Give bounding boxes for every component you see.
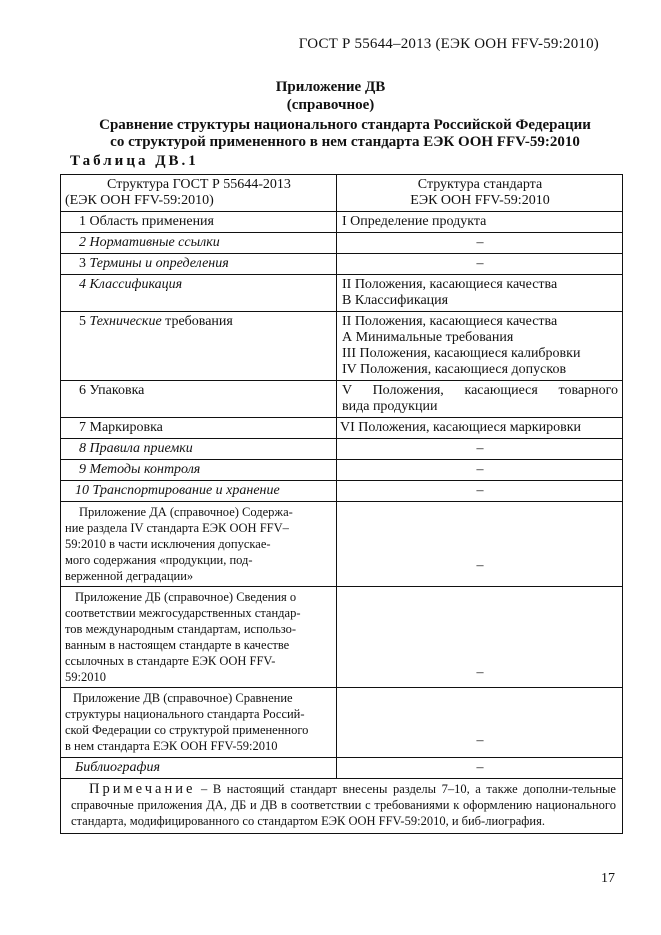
row-left-cell <box>61 254 337 275</box>
row-left-line: в нем стандарта ЕЭК ООН FFV-59:2010 <box>65 739 278 753</box>
page-number: 17 <box>601 871 615 886</box>
table-row <box>61 587 623 688</box>
row-left-cell <box>61 460 337 481</box>
row-left-line: Приложение ДВ (справочное) Сравнение <box>73 691 293 705</box>
row-right-line: IV Положения, касающиеся допусков <box>342 362 567 377</box>
row-left-line: тов международным стандартам, использо- <box>65 622 297 636</box>
note-text: – В настоящий стандарт внесены разделы 7–10, а также дополни-тельные справочные приложения ДА, ДБ и ДВ в соответствии с требованиями к оформлению национального стандарта, модифицированного со стандартом ЕЭК ООН FFV-59:2010, и биб-лиография. <box>71 782 616 828</box>
row-right-line: вида продукции <box>342 399 438 414</box>
row-left-line: ссылочных в стандарте ЕЭК ООН FFV- <box>65 654 276 668</box>
note-label: Примечание <box>89 781 196 797</box>
row-left-cell <box>61 481 337 502</box>
table-row <box>61 758 623 779</box>
table-row <box>61 381 623 418</box>
row-left-cell <box>61 381 337 418</box>
row-right-line: В Классификация <box>342 293 449 308</box>
row-right-cell: VI Положения, касающиеся маркировки <box>337 418 623 439</box>
table-label: Таблица ДВ.1 <box>70 153 199 169</box>
row-left-number: 3 <box>79 256 86 271</box>
table-row <box>61 439 623 460</box>
table-row <box>61 502 623 587</box>
header-left-line-1: Структура ГОСТ Р 55644-2013 <box>107 177 291 192</box>
heading-line-2: со структурой примененного в нем стандарта ЕЭК ООН FFV-59:2010 <box>110 134 580 150</box>
row-left-text: 8 Правила приемки <box>79 441 193 456</box>
row-left-cell <box>61 312 337 381</box>
row-left-cell <box>61 275 337 312</box>
header-right-cell <box>337 175 623 212</box>
row-left-text: Библиография <box>75 760 160 775</box>
table-row <box>61 418 623 439</box>
row-right-line: III Положения, касающиеся калибровки <box>342 346 581 361</box>
row-left-text: 4 Классификация <box>79 277 183 292</box>
row-left-line: ванным в настоящем стандарте в качестве <box>65 638 290 652</box>
row-left-cell <box>61 212 337 233</box>
row-left-line: 59:2010 в части исключения допускае- <box>65 537 271 551</box>
appendix-subtitle: (справочное) <box>286 97 375 113</box>
header-left-line-2: (ЕЭК ООН FFV-59:2010) <box>65 193 214 208</box>
row-left-line: структуры национального стандарта Россий- <box>65 707 305 721</box>
row-right-cell: I Определение продукта <box>337 212 623 233</box>
table-row <box>61 233 623 254</box>
row-left-cell <box>61 758 337 779</box>
row-left-text: 7 Маркировка <box>79 420 163 435</box>
row-right-line: А Минимальные требования <box>342 330 514 345</box>
row-left-cell <box>61 688 337 758</box>
row-left-number: 5 <box>79 314 86 329</box>
row-left-cell <box>61 587 337 688</box>
row-right-cell: – <box>337 587 623 688</box>
table-header-row <box>61 175 623 212</box>
row-right-cell <box>337 381 623 418</box>
row-right-line: II Положения, касающиеся качества <box>342 277 558 292</box>
table-note-cell <box>61 779 623 834</box>
comparison-table <box>60 174 623 834</box>
row-left-line: соответствии межгосударственных стандар- <box>65 606 301 620</box>
row-right-cell: – <box>337 758 623 779</box>
table-row <box>61 212 623 233</box>
row-left-text: 10 Транспортирование и хранение <box>75 483 280 498</box>
header-right-line-2: ЕЭК ООН FFV-59:2010 <box>410 193 550 208</box>
row-left-text: 2 Нормативные ссылки <box>79 235 220 250</box>
row-right-cell <box>337 275 623 312</box>
table-row <box>61 254 623 275</box>
table-row <box>61 275 623 312</box>
row-left-line: 59:2010 <box>65 670 106 684</box>
table-row <box>61 481 623 502</box>
table-row <box>61 312 623 381</box>
appendix-heading <box>60 117 630 151</box>
table-row <box>61 460 623 481</box>
header-left-cell <box>61 175 337 212</box>
row-right-line: V Положения, касающиеся товарного <box>342 383 618 398</box>
row-right-cell: – <box>337 254 623 275</box>
row-left-cell <box>61 418 337 439</box>
row-left-line: ние раздела IV стандарта ЕЭК ООН FFV– <box>65 521 289 535</box>
row-left-cell <box>61 502 337 587</box>
row-left-line: Приложение ДА (справочное) Содержа- <box>79 505 293 519</box>
row-right-cell: – <box>337 439 623 460</box>
row-right-cell: – <box>337 688 623 758</box>
row-left-line: ской Федерации со структурой примененного <box>65 723 309 737</box>
row-left-text: Технические <box>89 314 162 329</box>
row-right-cell: – <box>337 233 623 254</box>
header-right-line-1: Структура стандарта <box>417 177 543 192</box>
appendix-title: Приложение ДВ <box>275 79 386 95</box>
row-left-line: Приложение ДБ (справочное) Сведения о <box>75 590 297 604</box>
row-left-text: 1 Область применения <box>79 214 214 229</box>
row-right-cell: – <box>337 502 623 587</box>
table-note-row <box>61 779 623 834</box>
row-left-cell <box>61 233 337 254</box>
heading-line-1: Сравнение структуры национального стандарта Российской Федерации <box>99 117 591 133</box>
document-code: ГОСТ Р 55644–2013 (ЕЭК ООН FFV-59:2010) <box>298 36 599 52</box>
row-left-line: мого содержания «продукции, под- <box>65 553 253 567</box>
row-left-text: 6 Упаковка <box>79 383 145 398</box>
row-right-line: II Положения, касающиеся качества <box>342 314 558 329</box>
table-row <box>61 688 623 758</box>
row-right-cell: – <box>337 481 623 502</box>
row-left-line: верженной деградации» <box>65 569 194 583</box>
row-right-cell: – <box>337 460 623 481</box>
row-left-tail: требования <box>165 314 233 329</box>
row-right-cell <box>337 312 623 381</box>
row-left-cell <box>61 439 337 460</box>
row-left-text: 9 Методы контроля <box>79 462 201 477</box>
row-left-text: Термины и определения <box>89 256 229 271</box>
